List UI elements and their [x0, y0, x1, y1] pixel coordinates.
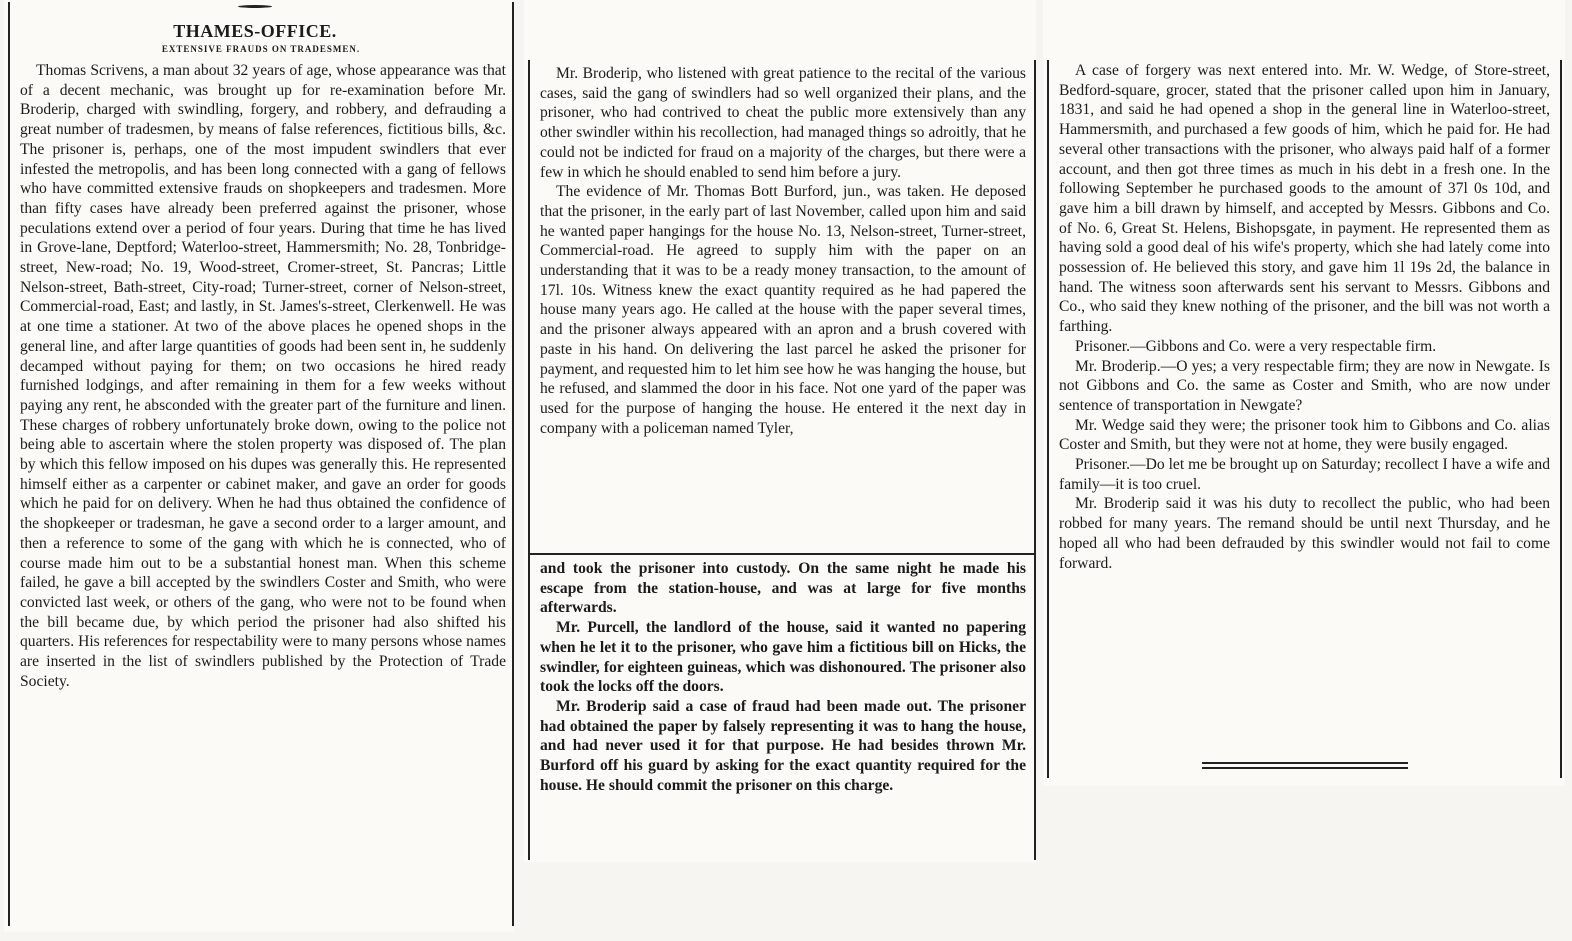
column-1-right-rule [512, 2, 514, 926]
paragraph: Mr. Broderip, who listened with great patience to the recital of the various cases, said the gang of swindlers had so well organized their plans, and the prisoner, who had contrived to cheat the public more extensively than any other swindler within his recollection, had managed things so adroitly, that he could not be indicted for fraud on a majority of the charges, but there were a few in which he should enabled to send him before a jury. [540, 65, 1026, 181]
end-rule-top [1202, 762, 1408, 764]
column-1-left-rule [8, 2, 10, 926]
paragraph: Mr. Broderip said a case of fraud had been made out. The prisoner had obtained the paper by falsely representing it was to hang the house, and had never used it for that purpose. He had besides thrown Mr. Burford off his guard by asking for the exact quantity required for the house. He should commit the prisoner on this charge. [540, 697, 1026, 794]
column-3-left-rule [1047, 60, 1049, 778]
article-subtitle: EXTENSIVE FRAUDS ON TRADESMEN. [161, 44, 361, 54]
column-2-right-rule [1034, 60, 1036, 860]
paragraph: Mr. Wedge said they were; the prisoner took him to Gibbons and Co. alias Coster and Smith, but they were not at home, they were busily engaged. [1059, 416, 1550, 454]
paragraph: A case of forgery was next entered into. Mr. W. Wedge, of Store-street, Bedford-square, grocer, stated that the prisoner called upon him in January, 1831, and said he had opened a shop in the general line in Waterloo-street, Hammersmith, and purchased a few goods of him, which he paid for. He had several other transactions with the prisoner, who always paid half of a former account, and then got three times as much in his debt in a fresh one. In the following September he purchased goods to the amount of 37l 0s 10d, and gave him a bill drawn by himself, and accepted by Messrs. Gibbons and Co. of No. 6, Great St. Helens, Bishopsgate, in payment. He represented them as having sold a good deal of his wife's property, which she had lately come into possession of. He believed this story, and gave him 1l 19s 2d, the balance in hand. The witness soon afterwards sent his servant to Messrs. Gibbons and Co., who said they knew nothing of the prisoner, and the bill was not worth a farthing. [1059, 62, 1550, 336]
title-ornament [238, 5, 272, 8]
paragraph: and took the prisoner into custody. On the same night he made his escape from the station-house, and was at large for five months afterwards. [540, 560, 1026, 617]
column-2-lower-text [540, 559, 1026, 795]
paragraph: Prisoner.—Do let me be brought up on Saturday; recollect I have a wife and family—it is too cruel. [1059, 456, 1550, 493]
end-rule-bottom [1202, 767, 1408, 769]
column-2-left-rule [528, 60, 530, 860]
article-title: THAMES-OFFICE. [173, 21, 337, 41]
paragraph: Prisoner.—Gibbons and Co. were a very respectable firm. [1075, 337, 1437, 355]
paragraph: Thomas Scrivens, a man about 32 years of age, whose appearance was that of a decent mechanic, was brought up for re-examination before Mr. Broderip, charged with swindling, forgery, and robbery, and defrauding a great number of tradesmen, by means of false references, fictitious bills, &c. The prisoner is, perhaps, one of the most impudent swindlers that ever infested the metropolis, and has been long connected with a gang of fellows who have committed extensive frauds on shopkeepers and tradesmen. More than fifty cases have already been preferred against the prisoner, whose peculations extend over a period of four years. During that time he has lived in Grove-lane, Deptford; Waterloo-street, Hammersmith; No. 28, Tonbridge-street, New-road; No. 19, Wood-street, Cromer-street, St. Pancras; Little Nelson-street, Bath-street, City-road; Turner-street, corner of Nelson-street, Commercial-road, East; and lastly, in St. James's-street, Clerkenwell. He was at one time a stationer. At two of the above places he opened shops in the general line, and after large quantities of goods had been sent in, he suddenly decamped without paying for them; on two occasions he hired ready furnished lodgings, and after remaining in them for a few weeks without paying any rent, he absconded with the greater part of the furniture and linen. These charges of robbery unfortunately broke down, owing to the police not being able to ascertain where the stolen property was disposed of. The plan by which this fellow imposed on his dupes was generally this. He represented himself either as a carpenter or cabinet maker, and gave an order for goods which he paid for on delivery. When he had thus obtained the confidence of the shopkeeper or tradesman, he gave a second order to a larger amount, and then a reference to some of the gang with which he is connected, who of course made him out to be a substantial honest man. When this scheme failed, he gave a bill accepted by the swindlers Coster and Smith, who were convicted last week, or others of the gang, who were not to be found when the bill became due, by which period the prisoner had also shifted his quarters. His references for respectability were to many persons whose names are inserted in the list of swindlers published by the Protection of Trade Society. [20, 62, 506, 690]
paragraph: Mr. Broderip.—O yes; a very respectable firm; they are now in Newgate. Is not Gibbons and Co. the same as Coster and Smith, who are now under sentence of transportation in Newgate? [1059, 357, 1550, 414]
column-3-right-rule [1560, 60, 1562, 778]
column-2-upper-text [540, 64, 1026, 438]
paragraph: The evidence of Mr. Thomas Bott Burford, jun., was taken. He deposed that the prisoner, in the early part of last November, called upon him and said he wanted paper hangings for the house No. 13, Nelson-street, Turner-street, Commercial-road. He agreed to supply him with the paper on an understanding that it was to be a ready money transaction, to the amount of 17l. 10s. Witness knew the exact quantity required as he had papered the house many years ago. He called at the house with the paper several times, and the prisoner always appeared with an apron and a brush covered with paste in his hand. On delivering the last parcel he asked the prisoner for payment, and requested him to let him see how he was hanging the house, but he refused, and slammed the door in his face. Not one yard of the paper was used for the purpose of hanging the house. He entered it the next day in company with a policeman named Tyler, [540, 183, 1026, 437]
column-1-text [20, 61, 506, 692]
column-2-split-rule [528, 553, 1036, 555]
paragraph: Mr. Broderip said it was his duty to recollect the public, who had been robbed for many years. The remand should be until next Thursday, and he hoped all who had been defrauded by this swindler would not fail to come forward. [1059, 495, 1550, 572]
column-3-text [1059, 61, 1550, 573]
paragraph: Mr. Purcell, the landlord of the house, said it wanted no papering when he let it to the prisoner, who gave him a fictitious bill on Hicks, the swindler, for eighteen guineas, which was dishonoured. The prisoner also took the locks off the doors. [540, 619, 1026, 696]
